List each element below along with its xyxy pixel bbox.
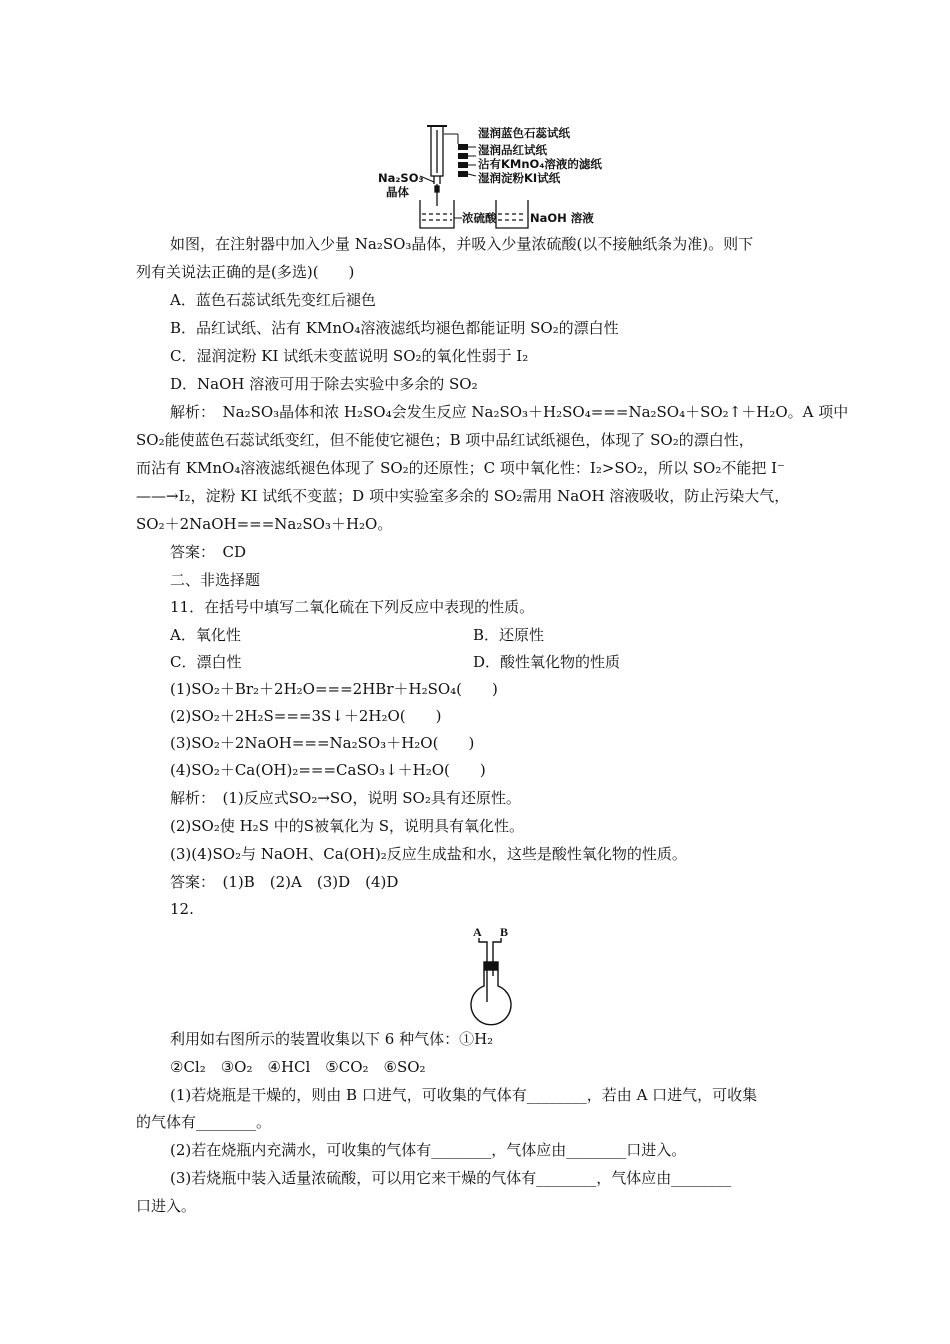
- label-kmno4: 沾有KMnO₄溶液的滤纸: [478, 157, 602, 171]
- q10-analysis-line1: 解析： Na₂SO₃晶体和浓 H₂SO₄会发生反应 Na₂SO₃＋H₂SO₄===Na₂SO₄＋SO₂↑＋H₂O。A 项中: [170, 403, 849, 421]
- q12-part2: (2)若在烧瓶内充满水，可收集的气体有________，气体应由________口进入。: [170, 1141, 687, 1159]
- label-naoh: NaOH 溶液: [530, 211, 594, 225]
- q10-stem-line2: 列有关说法正确的是(多选)( ): [136, 263, 355, 281]
- q11-reaction-2: (2)SO₂＋2H₂S===3S↓＋2H₂O( ): [170, 707, 442, 725]
- q12-number: 12.: [170, 900, 194, 918]
- label-conc-acid: 浓硫酸: [462, 211, 497, 225]
- q11-reaction-1: (1)SO₂＋Br₂＋2H₂O===2HBr＋H₂SO₄( ): [170, 680, 498, 698]
- q12-part1-line2: 的气体有________。: [136, 1113, 272, 1131]
- label-crystal: 晶体: [386, 185, 409, 199]
- q12-stem-line2: ②Cl₂ ③O₂ ④HCl ⑤CO₂ ⑥SO₂: [170, 1058, 426, 1076]
- label-starch-ki: 湿润淀粉KI试纸: [478, 171, 561, 185]
- label-magenta: 湿润品红试纸: [478, 143, 547, 157]
- flask-label-b: B: [500, 925, 509, 939]
- q11-reaction-3: (3)SO₂＋2NaOH===Na₂SO₃＋H₂O( ): [170, 734, 475, 752]
- q11-analysis-line3: (3)(4)SO₂与 NaOH、Ca(OH)₂反应生成盐和水，这些是酸性氧化物的性质。: [170, 845, 687, 863]
- syringe-icon: [427, 126, 447, 206]
- q11-option-b: B．还原性: [473, 626, 545, 644]
- q11-analysis-line2: (2)SO₂使 H₂S 中的S被氧化为 S，说明具有氧化性。: [170, 817, 525, 835]
- q12-stem-line1: 利用如右图所示的装置收集以下 6 种气体：①H₂: [170, 1030, 494, 1048]
- q10-analysis-line3: 而沾有 KMnO₄溶液滤纸褪色体现了 SO₂的还原性；C 项中氧化性：I₂>SO₂，所以 SO₂不能把 I⁻: [136, 459, 785, 477]
- label-na2so3: Na₂SO₃: [378, 171, 424, 185]
- q11-option-a: A．氧化性: [170, 626, 241, 644]
- syringe-apparatus-figure: [372, 120, 612, 232]
- q12-part3-line1: (3)若烧瓶中装入适量浓硫酸，可以用它来干燥的气体有________，气体应由________: [170, 1169, 732, 1187]
- q11-option-d: D．酸性氧化物的性质: [473, 653, 621, 671]
- q11-answer: 答案： (1)B (2)A (3)D (4)D: [170, 873, 399, 891]
- q10-stem-line1: 如图，在注射器中加入少量 Na₂SO₃晶体，并吸入少量浓硫酸(以不接触纸条为准)。则下: [170, 235, 754, 253]
- beaker-naoh-icon: [496, 200, 528, 228]
- q11-analysis-line1: 解析： (1)反应式SO₂→SO，说明 SO₂具有还原性。: [170, 789, 521, 807]
- q10-option-c: C．湿润淀粉 KI 试纸未变蓝说明 SO₂的氧化性弱于 I₂: [170, 347, 529, 365]
- q11-reaction-4: (4)SO₂＋Ca(OH)₂===CaSO₃↓＋H₂O( ): [170, 761, 486, 779]
- q10-option-d: D．NaOH 溶液可用于除去实验中多余的 SO₂: [170, 375, 478, 393]
- q10-analysis-line5: SO₂＋2NaOH===Na₂SO₃＋H₂O。: [136, 515, 393, 533]
- q10-answer: 答案： CD: [170, 543, 247, 561]
- q10-analysis-line4: ——→I₂，淀粉 KI 试纸不变蓝；D 项中实验室多余的 SO₂需用 NaOH 溶液吸收，防止污染大气，: [136, 487, 790, 505]
- flask-label-a: A: [473, 925, 482, 939]
- q12-part3-line2: 口进入。: [136, 1197, 197, 1215]
- q11-stem: 11．在括号中填写二氧化硫在下列反应中表现的性质。: [170, 598, 535, 616]
- flask-icon: [471, 938, 511, 1025]
- q11-option-c: C．漂白性: [170, 653, 242, 671]
- q12-part1-line1: (1)若烧瓶是干燥的，则由 B 口进气，可收集的气体有________，若由 A 口进气，可收集: [170, 1086, 758, 1104]
- gas-collection-flask-figure: [455, 924, 525, 1026]
- q10-option-b: B．品红试纸、沾有 KMnO₄溶液滤纸均褪色都能证明 SO₂的漂白性: [170, 319, 619, 337]
- q10-analysis-line2: SO₂能使蓝色石蕊试纸变红，但不能使它褪色；B 项中品红试纸褪色，体现了 SO₂的漂白性，: [136, 431, 754, 449]
- section-heading: 二、非选择题: [170, 571, 261, 589]
- label-blue-litmus: 湿润蓝色石蕊试纸: [478, 126, 570, 140]
- q10-option-a: A．蓝色石蕊试纸先变红后褪色: [170, 291, 376, 309]
- test-strips: [458, 144, 468, 177]
